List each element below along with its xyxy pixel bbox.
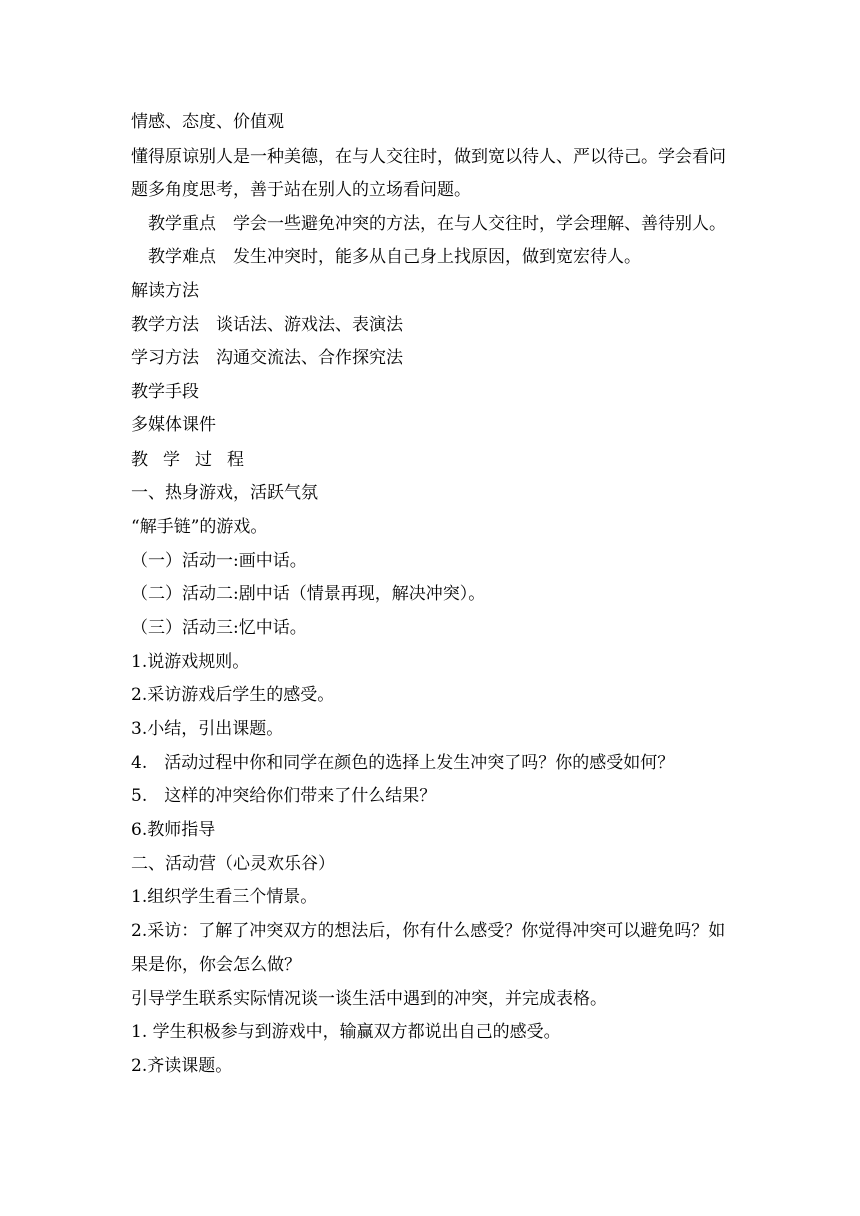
list-item: 1.组织学生看三个情景。 <box>131 887 318 907</box>
list-item: 2.齐读课题。 <box>131 1056 233 1076</box>
multimedia-courseware: 多媒体课件 <box>131 415 216 435</box>
heading-means: 教学手段 <box>131 382 199 402</box>
heading-values: 情感、态度、价值观 <box>131 112 284 132</box>
paragraph-line: 引导学生联系实际情况谈一谈生活中遇到的冲突，并完成表格。 <box>131 989 607 1009</box>
activity-item: （一）活动一:画中话。 <box>131 551 307 571</box>
list-item: 4. 活动过程中你和同学在颜色的选择上发生冲突了吗？你的感受如何？ <box>131 753 675 773</box>
heading-methods: 解读方法 <box>131 281 199 301</box>
teaching-focus: 教学重点 学会一些避免冲突的方法，在与人交往时，学会理解、善待别人。 <box>148 214 726 234</box>
learning-method: 学习方法 沟通交流法、合作探究法 <box>131 348 403 368</box>
section-one-title: 一、热身游戏，活跃气氛 <box>131 483 318 503</box>
list-item: 2.采访游戏后学生的感受。 <box>131 685 335 705</box>
paragraph-line: “解手链”的游戏。 <box>131 517 268 537</box>
paragraph-line: 题多角度思考，善于站在别人的立场看问题。 <box>131 180 471 200</box>
list-item: 2.采访：了解了冲突双方的想法后，你有什么感受？你觉得冲突可以避免吗？如 <box>131 921 726 941</box>
list-item: 3.小结，引出课题。 <box>131 719 284 739</box>
list-item: 1.说游戏规则。 <box>131 652 250 672</box>
activity-item: （二）活动二:剧中话（情景再现，解决冲突）。 <box>131 584 486 604</box>
paragraph-line: 果是你，你会怎么做？ <box>131 955 301 975</box>
teaching-difficulty: 教学难点 发生冲突时，能多从自己身上找原因，做到宽宏待人。 <box>148 247 641 267</box>
list-item: 6.教师指导 <box>131 820 216 840</box>
activity-item: （三）活动三:忆中话。 <box>131 618 307 638</box>
list-item: 5. 这样的冲突给你们带来了什么结果？ <box>131 786 437 806</box>
list-item: 1. 学生积极参与到游戏中，输赢双方都说出自己的感受。 <box>131 1022 561 1042</box>
paragraph-line: 懂得原谅别人是一种美德，在与人交往时，做到宽以待人、严以待己。学会看问 <box>131 147 726 167</box>
section-two-title: 二、活动营（心灵欢乐谷） <box>131 854 335 874</box>
heading-teaching-process: 教学过程 <box>131 450 259 470</box>
teaching-method: 教学方法 谈话法、游戏法、表演法 <box>131 315 403 335</box>
